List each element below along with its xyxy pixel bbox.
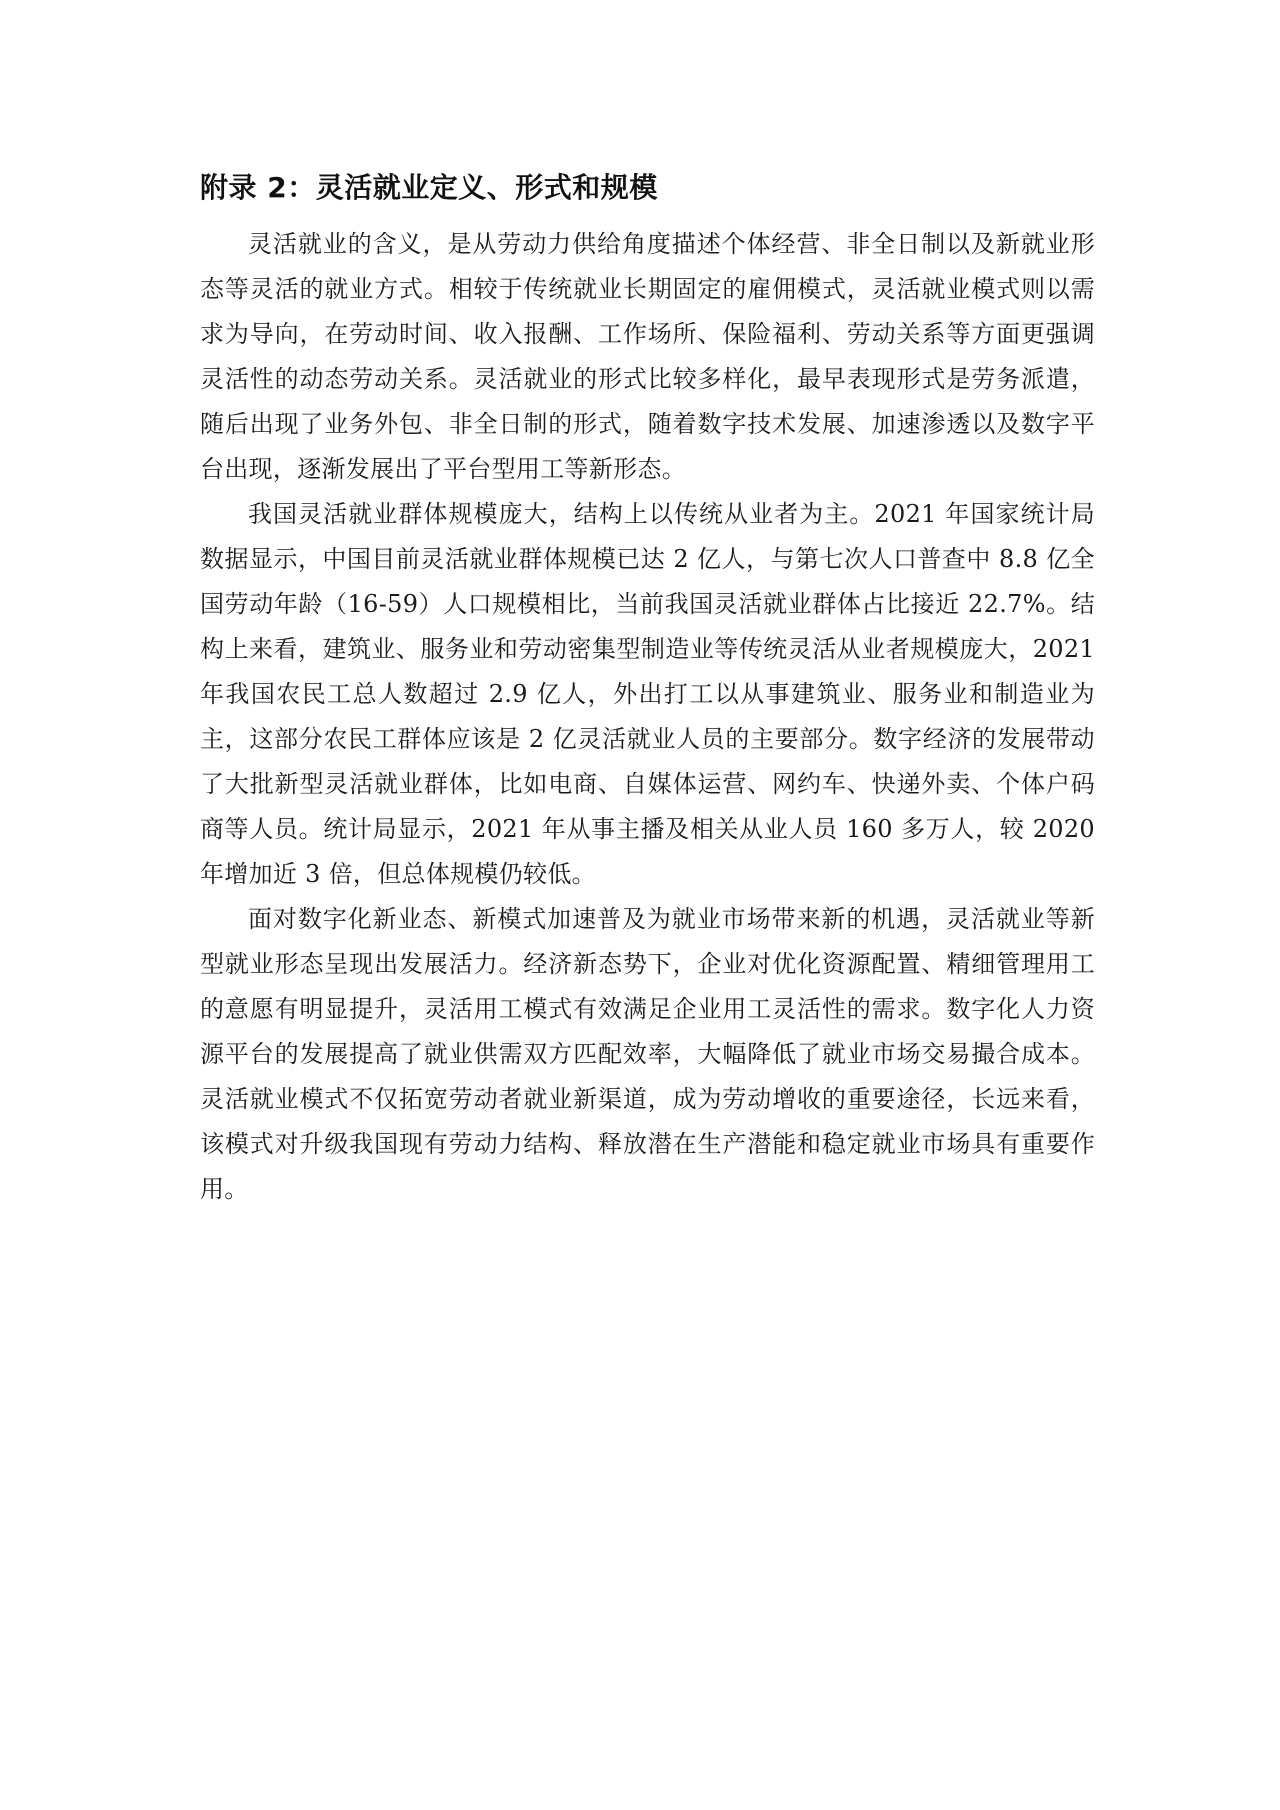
paragraph-outlook: 面对数字化新业态、新模式加速普及为就业市场带来新的机遇，灵活就业等新型就业形态呈现出发展活力。经济新态势下，企业对优化资源配置、精细管理用工的意愿有明显提升，灵活用工模式有效满足企业用工灵活性的需求。数字化人力资源平台的发展提高了就业供需双方匹配效率，大幅降低了就业市场交易撮合成本。灵活就业模式不仅拓宽劳动者就业新渠道，成为劳动增收的重要途径，长远来看，该模式对升级我国现有劳动力结构、释放潜在生产潜能和稳定就业市场具有重要作用。 (200, 905, 1095, 1203)
document-body (200, 168, 1095, 1212)
paragraph-scale: 我国灵活就业群体规模庞大，结构上以传统从业者为主。2021 年国家统计局数据显示，中国目前灵活就业群体规模已达 2 亿人，与第七次人口普查中 8.8 亿全国劳动年龄（16-59）人口规模相比，当前我国灵活就业群体占比接近 22.7%。结构上来看，建筑业、服务业和劳动密集型制造业等传统灵活从业者规模庞大，2021 年我国农民工总人数超过 2.9 亿人，外出打工以从事建筑业、服务业和制造业为主，这部分农民工群体应该是 2 亿灵活就业人员的主要部分。数字经济的发展带动了大批新型灵活就业群体，比如电商、自媒体运营、网约车、快递外卖、个体户码商等人员。统计局显示，2021 年从事主播及相关从业人员 160 多万人，较 2020 年增加近 3 倍，但总体规模仍较低。 (200, 500, 1095, 888)
appendix-heading: 附录 2：灵活就业定义、形式和规模 (200, 171, 658, 204)
paragraph-definition: 灵活就业的含义，是从劳动力供给角度描述个体经营、非全日制以及新就业形态等灵活的就业方式。相较于传统就业长期固定的雇佣模式，灵活就业模式则以需求为导向，在劳动时间、收入报酬、工作场所、保险福利、劳动关系等方面更强调灵活性的动态劳动关系。灵活就业的形式比较多样化，最早表现形式是劳务派遣，随后出现了业务外包、非全日制的形式，随着数字技术发展、加速渗透以及数字平台出现，逐渐发展出了平台型用工等新形态。 (200, 230, 1095, 483)
